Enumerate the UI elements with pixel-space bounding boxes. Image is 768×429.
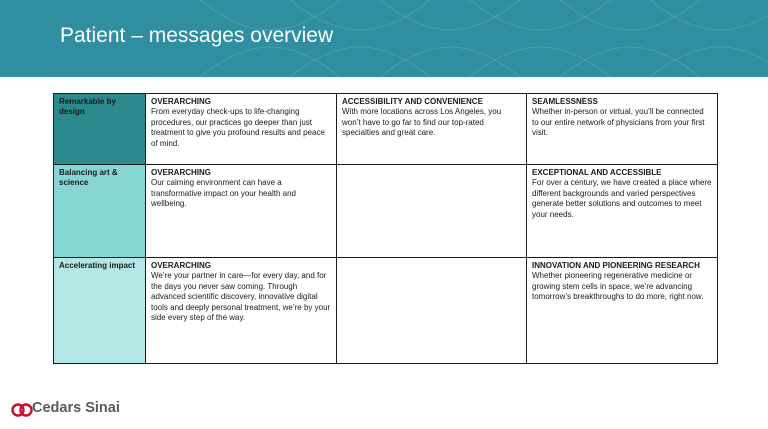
table-cell	[527, 258, 718, 364]
cell-heading: EXCEPTIONAL AND ACCESSIBLE	[532, 168, 662, 177]
cell-heading: OVERARCHING	[151, 97, 212, 106]
cell-heading: OVERARCHING	[151, 168, 212, 177]
cell-body: Whether in-person or virtual, you’ll be connected to our entire network of physicians from your first visit.	[532, 107, 705, 138]
table-cell	[527, 165, 718, 258]
cell-heading: OVERARCHING	[151, 261, 212, 270]
cell-heading: SEAMLESSNESS	[532, 97, 598, 106]
table-cell	[146, 94, 337, 165]
table-cell	[337, 94, 527, 165]
table-row	[54, 94, 718, 165]
table-cell	[337, 258, 527, 364]
table-cell	[146, 258, 337, 364]
table-cell	[337, 165, 527, 258]
cell-body: With more locations across Los Angeles, you won’t have to go far to find our top-rated specialties and great care.	[342, 107, 502, 138]
cell-body: From everyday check-ups to life-changing procedures, our practices go deeper than just treatment to give you profound results and peace of mind.	[151, 107, 325, 148]
header-banner	[0, 0, 768, 77]
row-label: Remarkable by design	[54, 94, 146, 165]
row-label: Balancing art & science	[54, 165, 146, 258]
table-row	[54, 258, 718, 364]
cell-body: Whether pioneering regenerative medicine or growing stem cells in space, we’re advancing tomorrow’s breakthroughs to do more, right now.	[532, 271, 704, 302]
table-row	[54, 165, 718, 258]
row-label: Accelerating impact	[54, 258, 146, 364]
table-cell	[527, 94, 718, 165]
page-title: Patient – messages overview	[60, 24, 334, 47]
table-cell	[146, 165, 337, 258]
cell-body: For over a century, we have created a place where different backgrounds and varied perspectives generate better solutions and outcomes to meet your needs.	[532, 178, 712, 219]
cell-body: We’re your partner in care—for every day, and for the days you never saw coming. Through advanced scientific discovery, innovative digital tools and deeply personal treatment, we’re by your side every step of the way.	[151, 271, 331, 323]
messages-table	[53, 93, 718, 364]
cedars-sinai-logo-icon	[10, 399, 34, 421]
cell-body: Our calming environment can have a transformative impact on your health and wellbeing.	[151, 178, 296, 209]
cell-heading: INNOVATION AND PIONEERING RESEARCH	[532, 261, 700, 270]
brand-name: Cedars Sinai	[32, 400, 120, 416]
cell-heading: ACCESSIBILITY AND CONVENIENCE	[342, 97, 483, 106]
